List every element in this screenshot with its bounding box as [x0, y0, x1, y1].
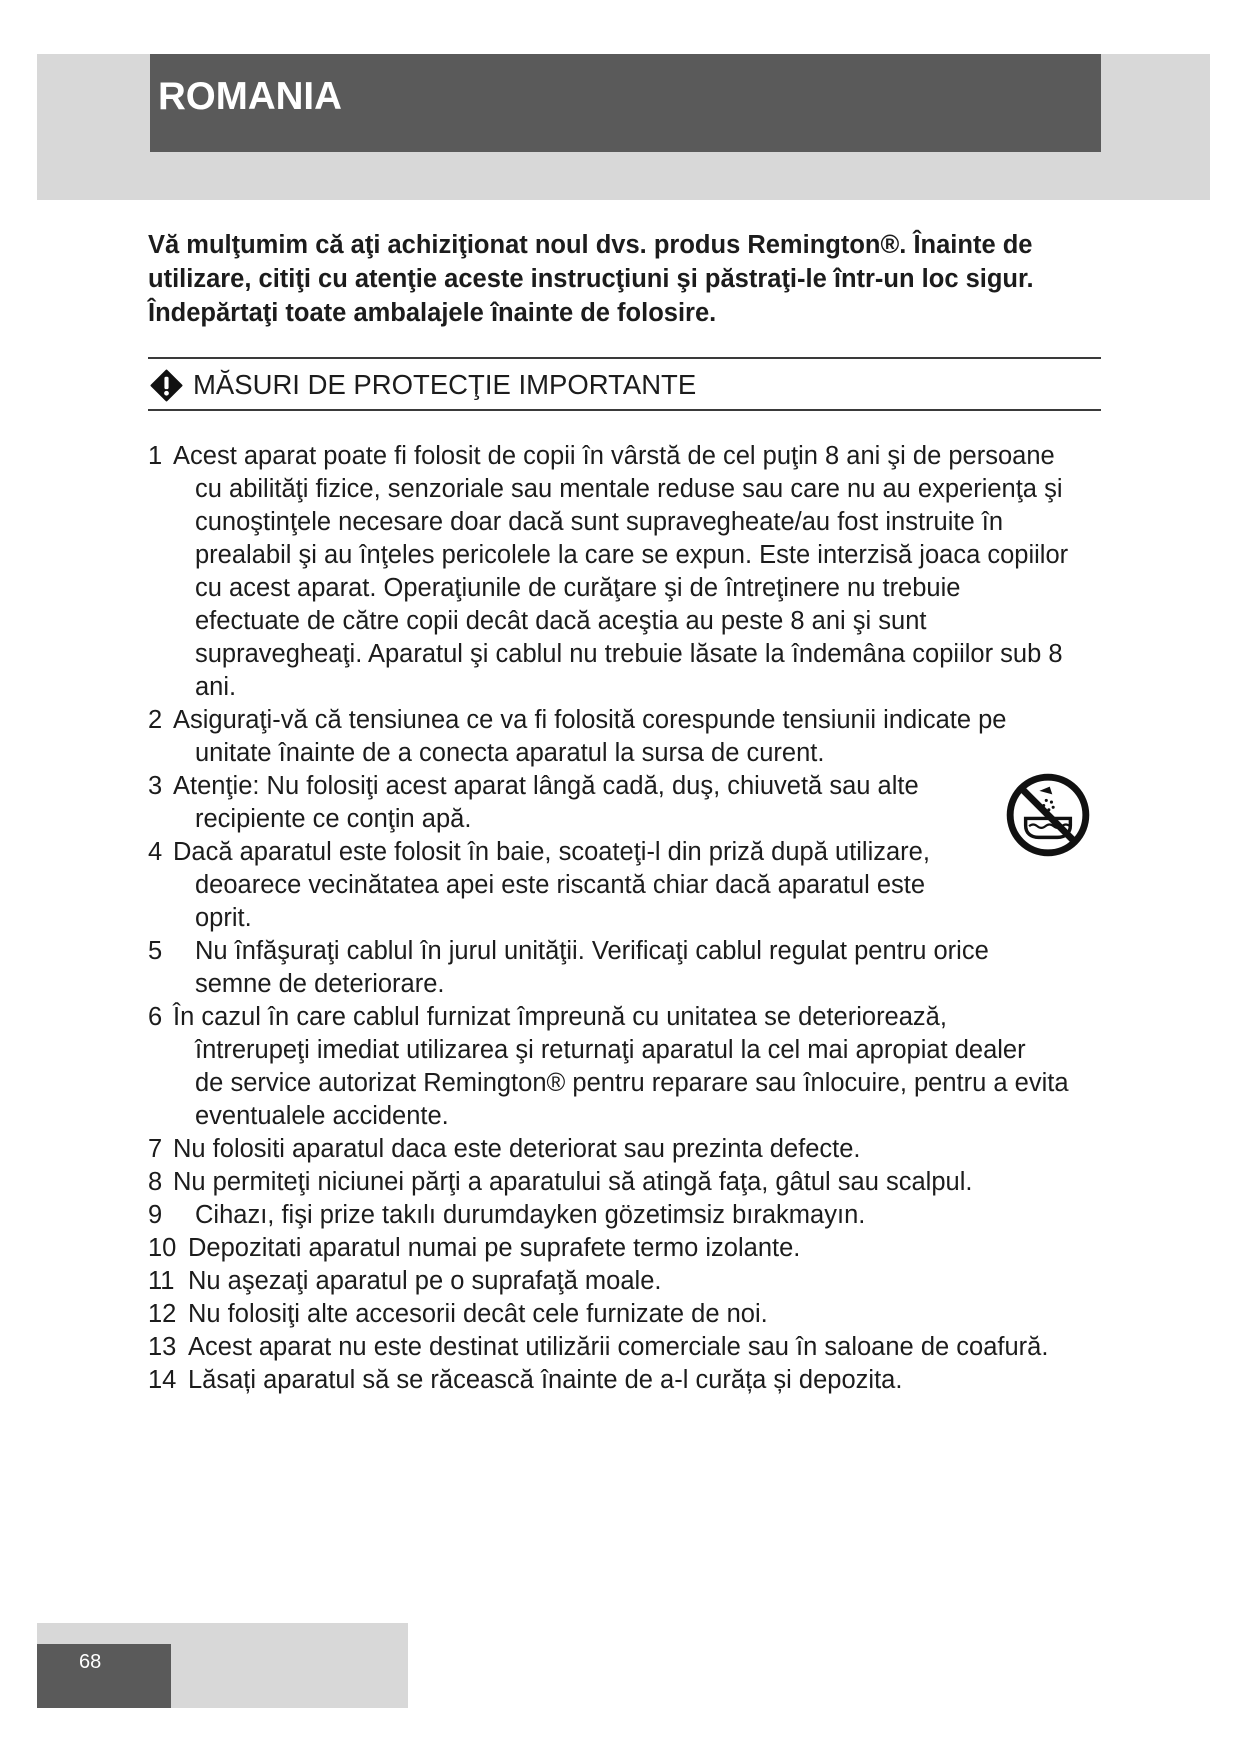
safety-item-10	[148, 1232, 1208, 1265]
item-line: Acest aparat poate fi folosit de copii în vârstă de cel puţin 8 ani şi de persoane	[173, 442, 1055, 470]
item-line: semne de deteriorare.	[195, 970, 445, 998]
safety-item-5	[148, 935, 1208, 1001]
item-number: 1	[148, 442, 163, 470]
safety-heading: MĂSURI DE PROTECŢIE IMPORTANTE	[193, 369, 697, 400]
safety-item-2	[148, 704, 1208, 770]
item-number: 12	[148, 1300, 177, 1328]
item-line: Nu aşezaţi aparatul pe o suprafaţă moale.	[188, 1267, 662, 1295]
page-number-box	[37, 1644, 171, 1708]
item-line: supravegheaţi. Aparatul şi cablul nu trebuie lăsate la îndemâna copiilor sub 8	[195, 640, 1063, 668]
item-number: 13	[148, 1333, 177, 1361]
item-line: cu abilităţi fizice, senzoriale sau mentale reduse sau care nu au experienţa şi	[195, 475, 1063, 503]
item-line: Asiguraţi-vă că tensiunea ce va fi folosită corespunde tensiunii indicate pe	[173, 706, 1007, 734]
item-line: Dacă aparatul este folosit în baie, scoateţi-l din priză după utilizare,	[173, 838, 930, 866]
item-number: 3	[148, 772, 163, 800]
safety-item-6	[148, 1001, 1208, 1133]
item-line: întrerupeţi imediat utilizarea şi returnaţi aparatul la cel mai apropiat dealer	[195, 1036, 1026, 1064]
item-line: de service autorizat Remington® pentru reparare sau înlocuire, pentru a evita	[195, 1069, 1069, 1097]
item-number: 4	[148, 838, 163, 866]
safety-list	[148, 440, 1208, 1397]
item-line: Nu folositi aparatul daca este deteriorat sau prezinta defecte.	[173, 1135, 861, 1163]
item-line: Depozitati aparatul numai pe suprafete termo izolante.	[188, 1234, 801, 1262]
item-number: 7	[148, 1135, 163, 1163]
item-line: Acest aparat nu este destinat utilizării comerciale sau în saloane de coafură.	[188, 1333, 1049, 1361]
divider	[148, 409, 1101, 411]
page-number: 68	[79, 1651, 102, 1673]
item-line: efectuate de către copii decât dacă aceştia au peste 8 ani şi sunt	[195, 607, 927, 635]
item-line: prealabil şi au înţeles pericolele la care se expun. Este interzisă joaca copiilor	[195, 541, 1069, 569]
item-number: 2	[148, 706, 163, 734]
item-number: 5	[148, 937, 163, 965]
item-line: Atenţie: Nu folosiţi acest aparat lângă cadă, duş, chiuvetă sau alte	[173, 772, 919, 800]
item-line: ani.	[195, 673, 237, 701]
item-line: Lăsați aparatul să se răcească înainte de a-l curăța și depozita.	[188, 1366, 903, 1394]
safety-item-11	[148, 1265, 1208, 1298]
safety-item-9	[148, 1199, 1208, 1232]
intro-line: Îndepărtaţi toate ambalajele înainte de folosire.	[148, 299, 717, 327]
intro-line: Vă mulţumim că aţi achiziţionat noul dvs. produs Remington®. Înainte de	[148, 231, 1033, 259]
item-line: Cihazı, fişi prize takılı durumdayken gözetimsiz bırakmayın.	[195, 1201, 866, 1229]
item-line: cu acest aparat. Operaţiunile de curăţare şi de întreţinere nu trebuie	[195, 574, 961, 602]
item-line: deoarece vecinătatea apei este riscantă chiar dacă aparatul este	[195, 871, 926, 899]
warning-icon	[150, 369, 183, 402]
item-number: 10	[148, 1234, 177, 1262]
item-line: eventualele accidente.	[195, 1102, 449, 1130]
item-line: recipiente ce conţin apă.	[195, 805, 472, 833]
item-number: 6	[148, 1003, 163, 1031]
item-number: 14	[148, 1366, 177, 1394]
divider	[148, 357, 1101, 359]
item-line: Nu folosiţi alte accesorii decât cele furnizate de noi.	[188, 1300, 768, 1328]
safety-item-7	[148, 1133, 1208, 1166]
item-number: 9	[148, 1201, 163, 1229]
intro-line: utilizare, citiţi cu atenţie aceste instrucţiuni şi păstraţi-le într-un loc sigur.	[148, 265, 1034, 293]
item-line: Nu permiteţi niciunei părţi a aparatului să atingă faţa, gâtul sau scalpul.	[173, 1168, 973, 1196]
safety-item-1	[148, 440, 1208, 704]
item-line: cunoştinţele necesare doar dacă sunt supravegheate/au fost instruite în	[195, 508, 1004, 536]
item-line: unitate înainte de a conecta aparatul la sursa de curent.	[195, 739, 825, 767]
no-water-icon	[1005, 772, 1091, 858]
item-line: oprit.	[195, 904, 252, 932]
item-number: 11	[148, 1267, 175, 1295]
language-title: ROMANIA	[158, 75, 342, 118]
safety-item-8	[148, 1166, 1208, 1199]
safety-item-13	[148, 1331, 1208, 1364]
item-number: 8	[148, 1168, 163, 1196]
safety-item-12	[148, 1298, 1208, 1331]
item-line: În cazul în care cablul furnizat împreună cu unitatea se deteriorează,	[173, 1003, 947, 1031]
intro-paragraph	[148, 228, 1108, 330]
item-line: Nu înfăşuraţi cablul în jurul unităţii. Verificaţi cablul regulat pentru orice	[195, 937, 989, 965]
section-header	[150, 54, 1101, 152]
safety-item-14	[148, 1364, 1208, 1397]
